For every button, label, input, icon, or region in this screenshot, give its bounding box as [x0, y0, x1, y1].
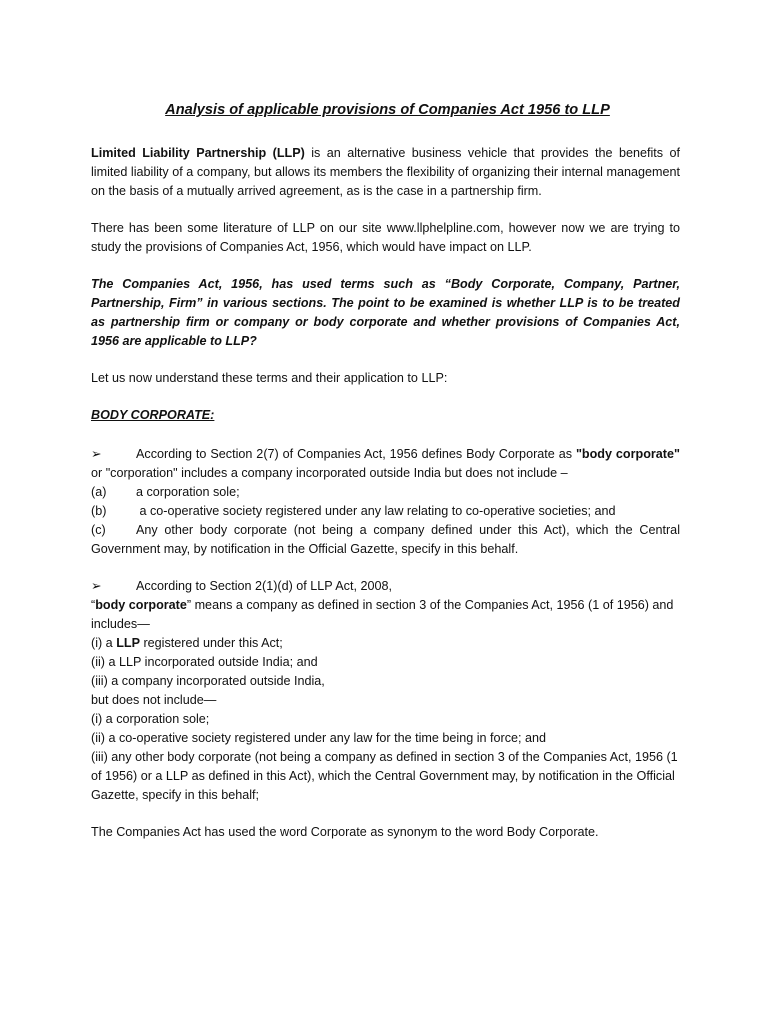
list-item-label: (a) [91, 485, 107, 499]
list-item-label: (b) [91, 504, 107, 518]
question-paragraph: The Companies Act, 1956, has used terms such as “Body Corporate, Company, Partner, Partnership, Firm” in various sections. The point to be examined is whether LLP is to be treated as partnership firm or company or body corporate and whether provisions of Companies Act, 1956 are applicable to LLP? [91, 277, 680, 348]
include-item-1 [91, 634, 680, 653]
include-item-3: (iii) a company incorporated outside India, [91, 674, 325, 688]
section-heading-body-corporate: BODY CORPORATE: [91, 408, 215, 422]
intro-paragraph [91, 144, 680, 201]
document-body [91, 100, 680, 860]
list-item [91, 502, 680, 521]
llp-act-definition [91, 577, 680, 805]
section2-bold-term: body corporate [95, 598, 187, 612]
list-item [91, 521, 680, 559]
section2-def-rest: ” means a company as defined in section 3 of the Companies Act, 1956 (1 of 1956) and includes— [91, 598, 674, 631]
arrow-bullet-icon: ➢ [91, 579, 102, 593]
intro-text: is an alternative business vehicle that provides the benefits of limited liability of a company, but allows its members the flexibility of organizing their internal management on the basis of a mutually arrived agreement, as is the case in a partnership firm. [91, 146, 680, 198]
closing-paragraph: The Companies Act has used the word Corporate as synonym to the word Body Corporate. [91, 825, 599, 839]
document-title: Analysis of applicable provisions of Companies Act 1956 to LLP [165, 102, 610, 118]
list-item-text: a corporation sole; [136, 485, 240, 499]
literature-paragraph: There has been some literature of LLP on our site www.llphelpline.com, however now we are trying to study the provisions of Companies Act, 1956, which would have impact on LLP. [91, 221, 680, 254]
list-item [91, 483, 680, 502]
companies-act-definition [91, 445, 680, 483]
section2-lead: According to Section 2(1)(d) of LLP Act, 2008, [136, 579, 392, 593]
list-item-text: a co-operative society registered under any law relating to co-operative societies; and [136, 504, 616, 518]
exclude-item-2: (ii) a co-operative society registered under any law for the time being in force; and [91, 731, 547, 745]
section1-bold-term: "body corporate" [575, 447, 680, 461]
include-item-1-pre: (i) a [91, 636, 117, 650]
arrow-bullet-icon: ➢ [91, 447, 102, 461]
list-item-text: Any other body corporate (not being a company defined under this Act), which the Central Government may, by notification in the Official Gazette, specify in this behalf. [91, 523, 680, 556]
list-item-label: (c) [91, 523, 106, 537]
section1-rest: or "corporation" includes a company incorporated outside India but does not include – [91, 466, 568, 480]
exclude-item-1: (i) a corporation sole; [91, 712, 210, 726]
include-item-2: (ii) a LLP incorporated outside India; and [91, 655, 318, 669]
understand-paragraph: Let us now understand these terms and their application to LLP: [91, 371, 448, 385]
open-quote: “ [91, 598, 96, 612]
section1-lead: According to Section 2(7) of Companies Act, 1956 defines Body Corporate as [136, 447, 576, 461]
include-item-1-post: registered under this Act; [139, 636, 283, 650]
exclusion-intro: but does not include— [91, 693, 217, 707]
section2-definition [91, 596, 680, 634]
intro-bold-lead: Limited Liability Partnership (LLP) [91, 146, 305, 160]
exclude-item-3: (iii) any other body corporate (not being a company as defined in section 3 of the Companies Act, 1956 (1 of 1956) or a LLP as defined in this Act), which the Central Government may, by notification in the Official Gazette, specify in this behalf; [91, 750, 678, 802]
include-item-1-bold: LLP [116, 636, 140, 650]
section2-lead-line [91, 577, 680, 596]
